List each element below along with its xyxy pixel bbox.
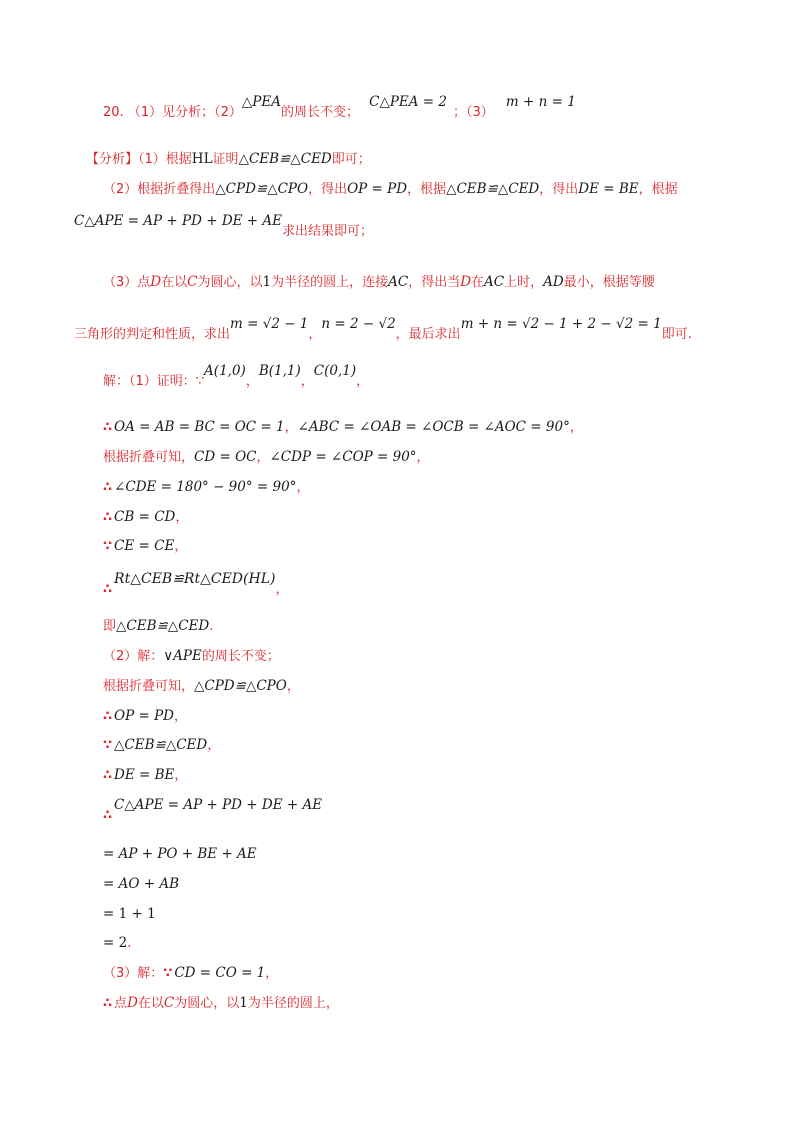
solution-line-13: ∴ DE = BE， bbox=[103, 767, 188, 783]
perimeter-pea: C△PEA = 2 bbox=[369, 94, 447, 110]
answer-line: 20. （1）见分析；（2）△PEA的周长不变； C△PEA = 2；（3） m + n = 1 bbox=[103, 94, 576, 120]
solution-line-14: ∴C△APE = AP + PD + DE + AE bbox=[103, 797, 323, 823]
solution-line-17: = 1 + 1 bbox=[103, 906, 156, 922]
solution-line-5: ∴ CB = CD， bbox=[103, 509, 189, 525]
analysis-line-4: （3）点D在以C为圆心，以1为半径的圆上，连接AC，得出当D在AC上时，AD最小，根据等腰 bbox=[103, 274, 655, 290]
because-symbol: ∵ bbox=[103, 539, 113, 554]
therefore-symbol: ∴ bbox=[103, 420, 113, 435]
analysis-line-2: （2）根据折叠得出△CPD≌△CPO，得出OP = PD，根据△CEB≌△CED，得出DE = BE，根据 bbox=[103, 181, 678, 197]
solution-line-9: （2）解：∨APE的周长不变； bbox=[103, 648, 280, 664]
m-plus-n: m + n = 1 bbox=[505, 94, 576, 110]
triangle-pea: △PEA bbox=[241, 94, 281, 110]
solution-line-8: 即△CEB≌△CED. bbox=[103, 618, 214, 634]
solution-line-16: = AO + AB bbox=[103, 876, 179, 892]
solution-line-19: （3）解：∵ CD = CO = 1， bbox=[103, 965, 279, 981]
analysis-tag: 【分析】 bbox=[86, 152, 139, 167]
question-number: 20. bbox=[103, 105, 124, 120]
solution-line-18: = 2. bbox=[103, 935, 132, 951]
solution-line-7: ∴Rt△CEB≌Rt△CED(HL)， bbox=[103, 571, 289, 597]
analysis-line-1: 【分析】（1）根据HL证明△CEB≌△CED即可； bbox=[86, 151, 371, 167]
solution-line-11: ∴ OP = PD， bbox=[103, 708, 188, 724]
analysis-line-3: C△APE = AP + PD + DE + AE求出结果即可； bbox=[74, 213, 374, 239]
solution-line-2: ∴ OA = AB = BC = OC = 1，∠ABC = ∠OAB = ∠OCB = ∠AOC = 90°， bbox=[103, 419, 583, 435]
solution-line-3: 根据折叠可知，CD = OC，∠CDP = ∠COP = 90°， bbox=[103, 449, 430, 465]
solution-line-12: ∵ △CEB≌△CED， bbox=[103, 737, 221, 753]
analysis-line-5: 三角形的判定和性质，求出m = √2 − 1，n = 2 − √2，最后求出m + n = √2 − 1 + 2 − √2 = 1即可. bbox=[74, 316, 692, 342]
solution-line-15: = AP + PO + BE + AE bbox=[103, 846, 257, 862]
solution-line-10: 根据折叠可知，△CPD≌△CPO， bbox=[103, 678, 300, 694]
solution-line-20: ∴ 点D在以C为圆心，以1为半径的圆上， bbox=[103, 995, 339, 1011]
solution-line-4: ∴ ∠CDE = 180° − 90° = 90°， bbox=[103, 479, 310, 495]
solution-line-6: ∵ CE = CE， bbox=[103, 538, 188, 554]
solution-line-1: 解：（1）证明：∵A(1,0)，B(1,1)，C(0,1)， bbox=[103, 363, 370, 389]
